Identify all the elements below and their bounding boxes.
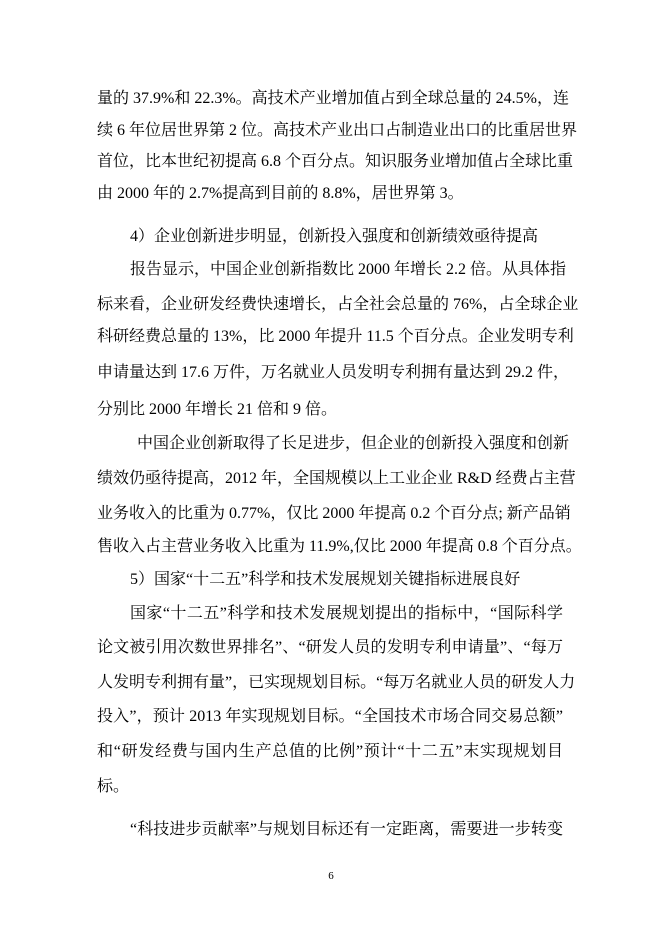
- text-line: 人发明专利拥有量”，已实现规划目标。“每万名就业人员的研发人力: [97, 674, 576, 691]
- section-heading-5: 5）国家“十二五”科学和技术发展规划关键指标进展良好: [130, 571, 521, 588]
- section-heading-4: 4）企业创新进步明显，创新投入强度和创新绩效亟待提高: [130, 228, 539, 245]
- text-line: 中国企业创新取得了长足进步，但企业的创新投入强度和创新: [137, 435, 570, 452]
- text-line: 首位，比本世纪初提高 6.8 个百分点。知识服务业增加值占全球比重: [97, 153, 574, 170]
- text-line: 分别比 2000 年增长 21 倍和 9 倍。: [97, 401, 338, 418]
- text-line: 标。: [97, 778, 130, 795]
- text-line: 由 2000 年的 2.7%提高到目前的 8.8%，居世界第 3。: [97, 185, 464, 202]
- text-line: 论文被引用次数世界排名”、“研发人员的发明专利申请量”、“每万: [97, 639, 563, 656]
- text-line: “科技进步贡献率”与规划目标还有一定距离，需要进一步转变: [130, 821, 563, 838]
- text-line: 续 6 年位居世界第 2 位。高技术产业出口占制造业出口的比重居世界: [97, 122, 578, 139]
- text-line: 绩效仍亟待提高，2012 年，全国规模以上工业企业 R&D 经费占主营: [97, 470, 576, 487]
- text-line: 国家“十二五”科学和技术发展规划提出的指标中，“国际科学: [130, 605, 563, 622]
- text-line: 标来看，企业研发经费快速增长，占全社会总量的 76%，占全球企业: [97, 296, 579, 313]
- text-line: 科研经费总量的 13%，比 2000 年提升 11.5 个百分点。企业发明专利: [97, 328, 574, 345]
- page-number: 6: [328, 870, 334, 882]
- text-line: 量的 37.9%和 22.3%。高技术产业增加值占到全球总量的 24.5%，连: [97, 90, 569, 107]
- text-line: 售收入占主营业务收入比重为 11.9%,仅比 2000 年提高 0.8 个百分点。: [97, 538, 582, 555]
- text-line: 业务收入的比重为 0.77%，仅比 2000 年提高 0.2 个百分点; 新产品销: [97, 505, 571, 522]
- text-line: 投入”，预计 2013 年实现规划目标。“全国技术市场合同交易总额”: [97, 708, 563, 725]
- text-line: 和“研发经费与国内生产总值的比例”预计“十二五”末实现规划目: [97, 743, 563, 760]
- text-line: 报告显示，中国企业创新指数比 2000 年增长 2.2 倍。从具体指: [130, 261, 567, 278]
- text-line: 申请量达到 17.6 万件，万名就业人员发明专利拥有量达到 29.2 件，: [97, 364, 570, 381]
